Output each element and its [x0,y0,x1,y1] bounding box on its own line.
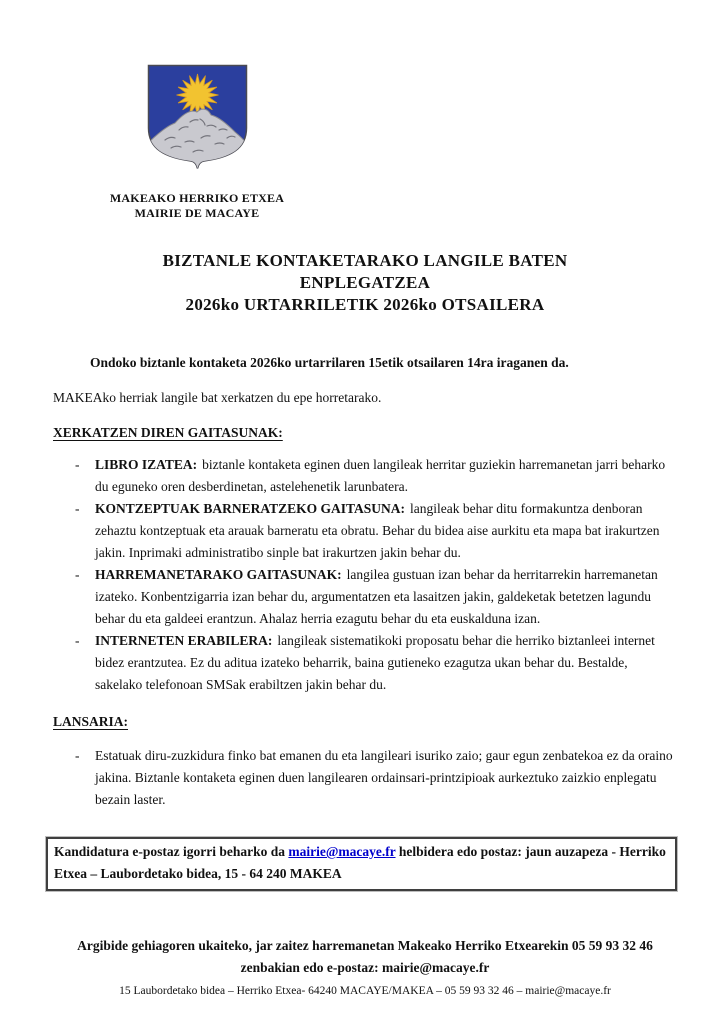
skill-item [75,630,677,696]
bullet-dash: - [75,633,80,648]
org-name [97,191,297,221]
skills-list [53,454,677,696]
salary-list [53,745,677,811]
intro-bold-paragraph: Ondoko biztanle kontaketa 2026ko urtarrilaren 15etik otsailaren 14ra iraganen da. [90,355,569,370]
skill-item-lead: LIBRO IZATEA: [95,457,198,472]
application-box [46,837,677,891]
document-title-line1: BIZTANLE KONTAKETARAKO LANGILE BATEN [162,251,568,270]
skill-item-lead: KONTZEPTUAK BARNERATZEKO GAITASUNA: [95,501,406,516]
salary-item [75,745,677,811]
skill-item-text: biztanle kontaketa eginen duen langileak herritar guziekin harremanetan jarri beharko du eguneko oren desberdinetan, astelehenetik larunbatera. [95,457,666,494]
skill-item-lead: HARREMANETARAKO GAITASUNAK: [95,567,342,582]
coat-of-arms-logo [145,62,250,172]
skill-item [75,454,677,498]
section-heading-salary: LANSARIA: [53,714,129,729]
skill-item-text: langileak behar ditu formakuntza denboran zehaztu kontzeptuak eta arauak barneratu eta obratu. Behar du bidea aise aurkitu eta mapa bat irakurtzen jakin. Inprimaki administratibo sinple bat irakurtzen jakin behar du. [95,501,660,560]
footer-contact-line: Argibide gehiagoren ukaiteko, jar zaitez harremanetan Makeako Herriko Etxearekin 05 59 93 32 46 zenbakian edo e-postaz: mairie@macaye.fr [77,938,653,975]
application-box-text-before: Kandidatura e-postaz igorri beharko da [54,844,289,859]
skill-item [75,564,677,630]
logo-block [97,62,297,221]
bullet-dash: - [75,567,80,582]
email-link[interactable]: mairie@macaye.fr [288,844,396,859]
footer-address-line: 15 Laubordetako bidea – Herriko Etxea- 64240 MACAYE/MAKEA – 05 59 93 32 46 – mairie@macaye.fr [119,985,611,997]
document-title-line2: ENPLEGATZEA [299,273,431,292]
document-title [53,250,677,316]
skill-item-text: langilea gustuan izan behar da herritarrekin harremanetan izateko. Konbentzigarria izan behar du, argumentatzen eta lasaitzen jakin, galdeketak betetzen lagundu behar du eta galdeei erantzun. Ahalaz herria ezagutu behar du eta euskalduna izan. [95,567,658,626]
bullet-dash: - [75,457,80,472]
document-title-line3: 2026ko URTARRILETIK 2026ko OTSAILERA [185,295,545,314]
bullet-dash: - [75,501,80,516]
section-heading-skills: XERKATZEN DIREN GAITASUNAK: [53,425,283,440]
bullet-dash: - [75,748,80,763]
skill-item [75,498,677,564]
skill-item-lead: INTERNETEN ERABILERA: [95,633,273,648]
salary-item-text: Estatuak diru-zuzkidura finko bat emanen du eta langileari isuriko zaio; gaur egun zenbatekoa ez da oraino jakina. Biztanle kontaketa eginen duen langilearen ordainsari-printzipioak aurkeztuko zaizkio enplegatu bezain laster. [95,748,673,807]
org-name-french: MAIRIE DE MACAYE [134,206,260,220]
skill-item-text: langileak sistematikoki proposatu behar die herriko biztanleei internet bidez erantzutea. Ez du aditua izateko beharrik, baina gutieneko ezagutza ukan behar du. Bestalde, sakelako telefonoan SMSak erabiltzen jakin behar du. [95,633,655,692]
sun-icon [176,74,218,116]
org-name-basque: MAKEAKO HERRIKO ETXEA [109,191,285,205]
intro-paragraph: MAKEAko herriak langile bat xerkatzen du epe horretarako. [53,390,382,405]
application-box-text-after: helbidera edo postaz: jaun auzapeza - Herriko Etxea – Laubordetako bidea, 15 - 64 240 MAKEA [54,844,666,881]
